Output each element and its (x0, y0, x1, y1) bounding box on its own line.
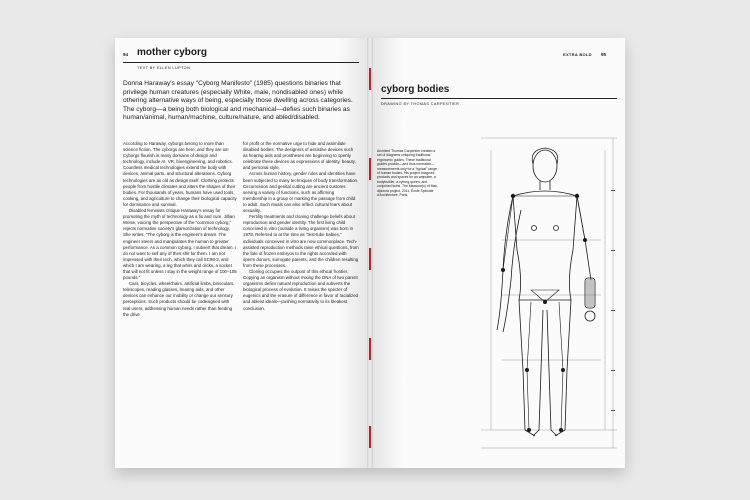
paragraph: Cloning occupies the outpost of this ethical frontier. Copying an organism without mixing the DNA of two parent organisms defies natural reproduction and subverts the biological process of evolution. It raises the specter of eugenics and the erasure of difference in favor of racialized and ableist ideals—pushing normativity to its bleakest conclusion. (243, 268, 359, 311)
byline: DRAWING BY THOMAS CARPENTIER (381, 102, 460, 106)
page-title: cyborg bodies (381, 84, 450, 95)
byline: TEXT BY ELLEN LUPTON (137, 66, 191, 70)
paragraph: Disabled feminists critique Haraway's essay for promoting the myth of technology as a fix and cure. Jillian Weise, voicing the perspective of the "common cyborg," rejects normative society's glamorization of technology. She writes, "The cyborg is the engineer's dream. The engineer steers and manipulates the human to greater performance. As a common cyborg, I subvert that dream. I do not want to sell any of their shit for them. I am not impressed with their tech, which they call SC98-3, and which I am wearing, a leg that whirs and clicks, a socket that will not fit unless I stay in the weight range of 100–105 pounds." (123, 208, 237, 281)
binding-thread (369, 338, 371, 360)
title-rule (123, 62, 359, 63)
binding-thread (369, 68, 371, 90)
page-number: 95 (601, 52, 607, 57)
page-title: mother cyborg (137, 47, 208, 58)
figure-caption: Architect Thomas Carpentier created a set of diagrams critiquing traditional ergonomic guides. These traditional guides provide—and thus normalize—measurements only for a "typical" range of human bodies. His project imagines products and spaces for an amputee, a bodybuilder, a cyborg queen, and conjoined twins. The Measure(s) of Man, diploma project, 2011, École Spéciale d'Architecture, Paris. (377, 149, 439, 198)
right-page (373, 38, 625, 468)
paragraph: Fertility treatments and cloning challenge beliefs about reproduction and gender identity. The first living child conceived in vitro (outside a living organism) was born in 1978. Referred to at the time as "test-tube babies," individuals conceived in vitro are now commonplace. Tech-assisted reproduction methods raise ethical questions, from the fate of frozen embryos to the rights accorded with sperm donors, surrogate parents, and the children resulting from these processes. (243, 214, 359, 268)
text-column-2 (243, 141, 359, 312)
paragraph: for profit or the normative urge to hide and assimilate disabled bodies. The designers of assistive devices such as hearing aids and prostheses are beginning to openly celebrate these devices as expressions of identity, beauty, and personal style. (243, 141, 356, 171)
page-number: 94 (123, 52, 129, 57)
binding-thread (369, 158, 371, 180)
binding-thread (369, 426, 371, 448)
text-column-1 (123, 141, 237, 318)
title-rule (381, 98, 617, 99)
running-head: EXTRA BOLD (563, 52, 592, 57)
cyborg-body-diagram (441, 130, 621, 456)
paragraph: According to Haraway, cyborgs belong to more than science fiction. The cyborgs are here, and they are us! Cyborgs flourish in many domains of design and technology, include AI, VR, bioengineering, and robotics. Countless medical technologies extend the body with devices, animal parts, and structural alterations. Cyborg technologies are as old as design itself. Clothing protects people from hostile climates and alters the shapes of their bodies. For thousands of years, humans have used tools, cooking, and agriculture to change their biological capacity for dominance and survival. (123, 141, 237, 207)
paragraph: Cars, bicycles, wheelchairs, artificial limbs, binoculars, telescopes, reading glasses, hearing aids, and other devices can enhance our mobility or change our sensory perceptions. Such products should be codesigned with real users, addressing human needs rather than feeding the drive (123, 281, 235, 317)
open-book (115, 38, 625, 468)
binding-thread (369, 248, 371, 270)
intro-paragraph: Donna Haraway's essay "Cyborg Manifesto" (1985) questions binaries that privilege human creatures (especially White, male, nondisabled ones) while othering alternative ways of being, especially those dwelling across categories. The cyborg—a being both biological and mechanical—defies such binaries as human/animal, human/machine, culture/nature, and abled/disabled. (123, 80, 353, 121)
paragraph: Across human history, gender roles and identities have been subjected to many techniques of body transformation. Circumcision and genital cutting are ancient customs serving a variety of functions, such as affirming membership in a group or marking the passage from child to adult. Such rituals can also reflect cultural fears about sexuality. (243, 171, 359, 214)
left-page (115, 38, 367, 468)
